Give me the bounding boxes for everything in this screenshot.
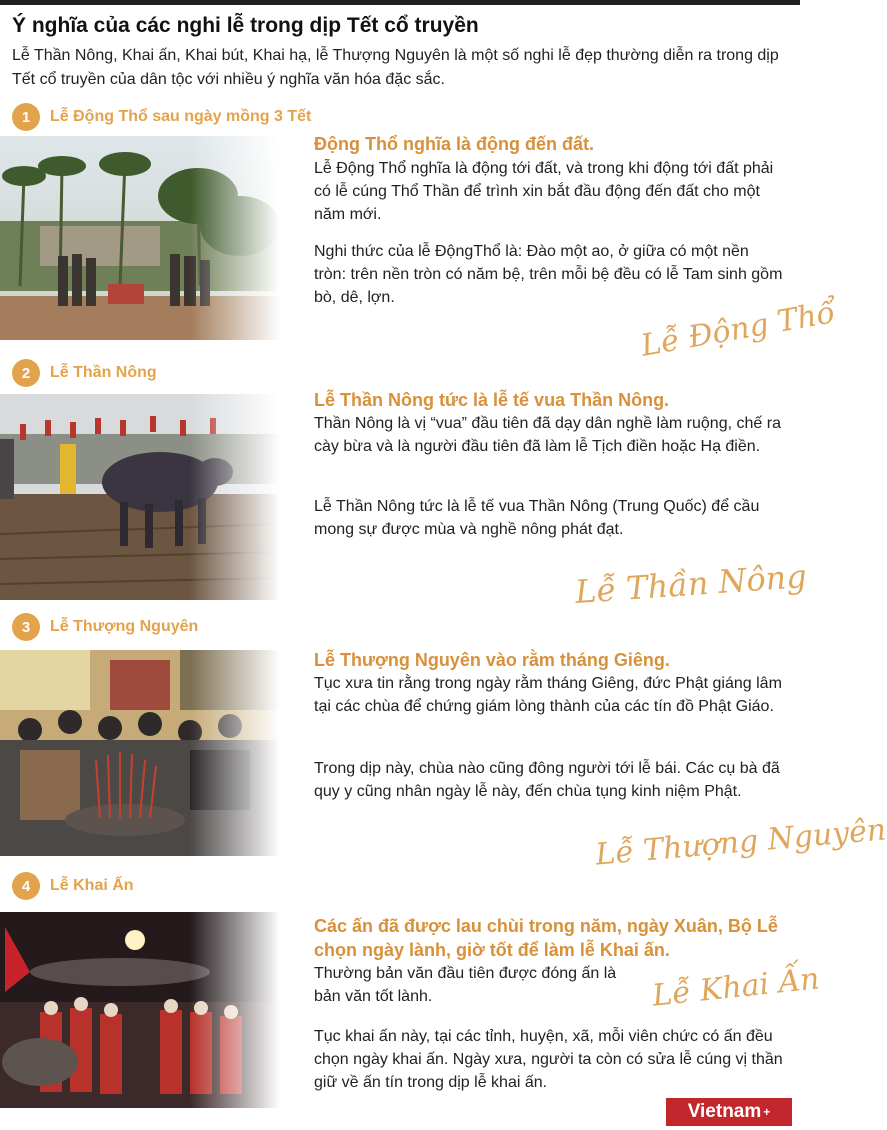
section-paragraph: Thần Nông là vị “vua” đầu tiên đã dạy dân nghề làm ruộng, chế ra cày bừa và là người đầu tiên đã làm lễ Tịch điền hoặc Hạ điền. — [314, 415, 781, 455]
section-heading: Lễ Thượng Nguyên — [50, 618, 199, 635]
section-number-badge: 2 — [12, 359, 40, 387]
section-3-header — [12, 611, 198, 643]
section-heading: Lễ Thần Nông — [50, 364, 157, 381]
section-paragraph: Lễ Thần Nông tức là lễ tế vua Thần Nông (Trung Quốc) để cầu mong sự được mùa và nghề nông phát đạt. — [314, 498, 760, 538]
signature-dong-tho: Lễ Động Thổ — [638, 295, 838, 364]
top-bar — [0, 0, 800, 5]
intro-text: Lễ Thần Nông, Khai ấn, Khai bút, Khai hạ, lễ Thượng Nguyên là một số nghi lễ đẹp thường diễn ra trong dịp Tết cổ truyền của dân tộc với nhiều ý nghĩa văn hóa đặc sắc. — [12, 47, 779, 88]
logo-text: Vietnam — [687, 1101, 762, 1122]
photo-thuong-nguyen — [0, 650, 280, 856]
section-heading: Lễ Khai Ấn — [50, 877, 134, 894]
photo-dong-tho — [0, 136, 280, 340]
section-2-header — [12, 357, 157, 389]
vietnamplus-logo — [666, 1098, 792, 1126]
section-paragraph: Tục khai ấn này, tại các tỉnh, huyện, xã, mỗi viên chức có ấn đều chọn ngày khai ấn. Ngày xưa, người ta còn có sửa lễ cúng vị thần giữ về ấn tín trong dịp lễ khai ấn. — [314, 1028, 783, 1091]
section-4-header — [12, 870, 134, 902]
signature-thuong-nguyen: Lễ Thượng Nguyên — [594, 812, 887, 873]
signature-than-nong: Lễ Thần Nông — [573, 556, 808, 612]
section-paragraph: Tục xưa tin rằng trong ngày rằm tháng Giêng, đức Phật giáng lâm tại các chùa để chứng giám lòng thành của các tín đồ Phật Giáo. — [314, 675, 782, 715]
signature-khai-an: Lễ Khai Ấn — [650, 961, 822, 1014]
section-paragraph: Nghi thức của lễ ĐộngThổ là: Đào một ao, ở giữa có một nền tròn: trên nền tròn có năm bệ, trên mỗi bệ đều có lễ Tam sinh gồm bò, dê, lợn. — [314, 243, 783, 306]
section-paragraph: Trong dịp này, chùa nào cũng đông người tới lễ bái. Các cụ bà đã quy y cũng nhân ngày lễ này, đến chùa tụng kinh niệm Phật. — [314, 760, 780, 800]
section-number-badge: 1 — [12, 103, 40, 131]
section-number-badge: 3 — [12, 613, 40, 641]
plus-icon: + — [763, 1105, 771, 1119]
page-title: Ý nghĩa của các nghi lễ trong dịp Tết cổ truyền — [12, 14, 479, 37]
section-number-badge: 4 — [12, 872, 40, 900]
section-subtitle: Các ấn đã được lau chùi trong năm, ngày Xuân, Bộ Lễ chọn ngày lành, giờ tốt để làm lễ Khai ấn. — [314, 916, 778, 960]
section-paragraph: Lễ Động Thổ nghĩa là động tới đất, và trong khi động tới đất phải có lễ cúng Thổ Thần để trình xin bắt đầu động đến đất cho một năm mới. — [314, 160, 774, 223]
section-subtitle: Lễ Thượng Nguyên vào rằm tháng Giêng. — [314, 650, 670, 670]
section-subtitle: Động Thổ nghĩa là động đến đất. — [314, 134, 594, 154]
section-1-header — [12, 101, 311, 133]
section-paragraph: Thường bản văn đầu tiên được đóng ấn là bản văn tốt lành. — [314, 965, 617, 1005]
section-subtitle: Lễ Thần Nông tức là lễ tế vua Thần Nông. — [314, 390, 670, 410]
section-heading: Lễ Động Thổ sau ngày mồng 3 Tết — [50, 108, 312, 125]
photo-than-nong — [0, 394, 280, 600]
photo-khai-an — [0, 912, 280, 1108]
